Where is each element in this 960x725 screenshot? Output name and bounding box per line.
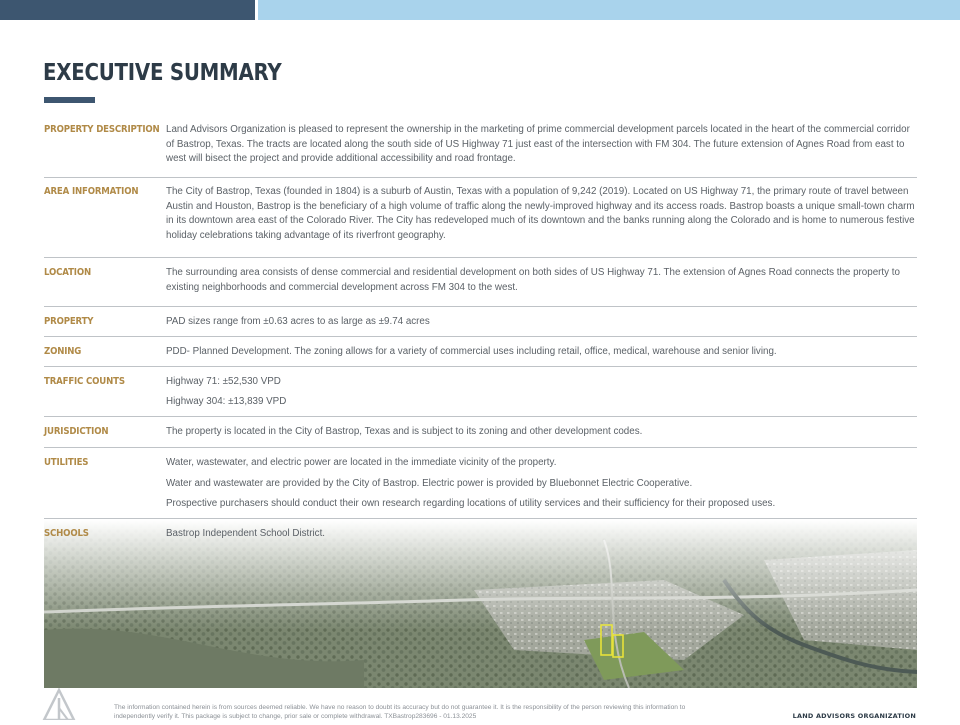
section-content (166, 456, 917, 519)
section-traffic-counts (44, 367, 917, 417)
section-text: PDD- Planned Development. The zoning allows for a variety of commercial uses including retail, office, medical, warehouse and senior living. (166, 346, 777, 357)
section-content (166, 345, 917, 367)
section-label: TRAFFIC COUNTS (44, 376, 125, 387)
section-text: The surrounding area consists of dense commercial and residential development on both sides of US Highway 71. The extension of Agnes Road connects the property to existing neighborhoods and commercial development across FM 304 to the west. (166, 267, 900, 293)
section-text: PAD sizes range from ±0.63 acres to as large as ±9.74 acres (166, 316, 430, 327)
section-text: Highway 71: ±52,530 VPD (166, 376, 281, 387)
company-logo-icon (42, 688, 76, 725)
section-label: PROPERTY DESCRIPTION (44, 124, 160, 135)
section-label: UTILITIES (44, 457, 89, 468)
section-location (44, 258, 917, 307)
section-text: Water, wastewater, and electric power are located in the immediate vicinity of the property. (166, 457, 557, 468)
section-content (166, 527, 917, 547)
section-content (166, 185, 917, 258)
section-text: Land Advisors Organization is pleased to represent the ownership in the marketing of prime commercial development parcels located in the heart of the commercial corridor of Bastrop, Texas. The tracts are located along the south side of US Highway 71 just east of the intersection with FM 304. The future extension of Agnes Road from east to west will bisect the project and provide additional accessibility and road frontage. (166, 124, 910, 165)
section-area-information (44, 178, 917, 258)
section-content (166, 425, 917, 448)
footer-brand: LAND ADVISORS ORGANIZATION (792, 712, 916, 720)
section-content (166, 123, 917, 178)
section-text: Water and wastewater are provided by the City of Bastrop. Electric power is provided by Bluebonnet Electric Cooperative. (166, 477, 693, 489)
page-title: EXECUTIVE SUMMARY (43, 60, 282, 86)
section-text: The City of Bastrop, Texas (founded in 1804) is a suburb of Austin, Texas with a population of 9,242 (2019). Located on US Highway 71, the primary route of travel between Austin and Houston, Bastrop is the beneficiary of a high volume of traffic along the newly-improved highway and its access roads. Bastrop boasts a unique small-town charm in its downtown area east of the Colorado River. The City has redeveloped much of its downtown and the banks running along the Colorado and is home to numerous festive holiday celebrations taking advantage of its riverfront geography. (166, 186, 915, 241)
section-label: JURISDICTION (44, 426, 109, 437)
executive-summary (44, 123, 917, 547)
section-label: SCHOOLS (44, 528, 89, 539)
section-property-description (44, 123, 917, 178)
section-text: Prospective purchasers should conduct their own research regarding locations of utility services and their sufficiency for their proposed uses. (166, 498, 776, 510)
section-property (44, 307, 917, 337)
section-content (166, 375, 917, 417)
section-label: LOCATION (44, 267, 91, 278)
header-bar-light (258, 0, 960, 20)
section-label: ZONING (44, 346, 82, 357)
header-bar-dark (0, 0, 255, 20)
section-text: Bastrop Independent School District. (166, 528, 326, 539)
section-content (166, 266, 917, 307)
section-label: AREA INFORMATION (44, 186, 139, 197)
section-utilities (44, 448, 917, 519)
section-zoning (44, 337, 917, 367)
footer-disclaimer: The information contained herein is from sources deemed reliable. We have no reason to doubt its accuracy but do not guarantee it. It is the responsibility of the person reviewing this information to independently verify it. This package is subject to change, prior sale or complete withdrawal. TXBastrop283696 - 01.13.2025 (114, 704, 686, 720)
title-underline (44, 97, 95, 103)
section-text: Highway 304: ±13,839 VPD (166, 395, 287, 407)
section-schools (44, 519, 917, 547)
section-label: PROPERTY (44, 316, 94, 327)
section-jurisdiction (44, 417, 917, 448)
section-content (166, 315, 917, 337)
section-text: The property is located in the City of Bastrop, Texas and is subject to its zoning and other development codes. (166, 426, 643, 437)
